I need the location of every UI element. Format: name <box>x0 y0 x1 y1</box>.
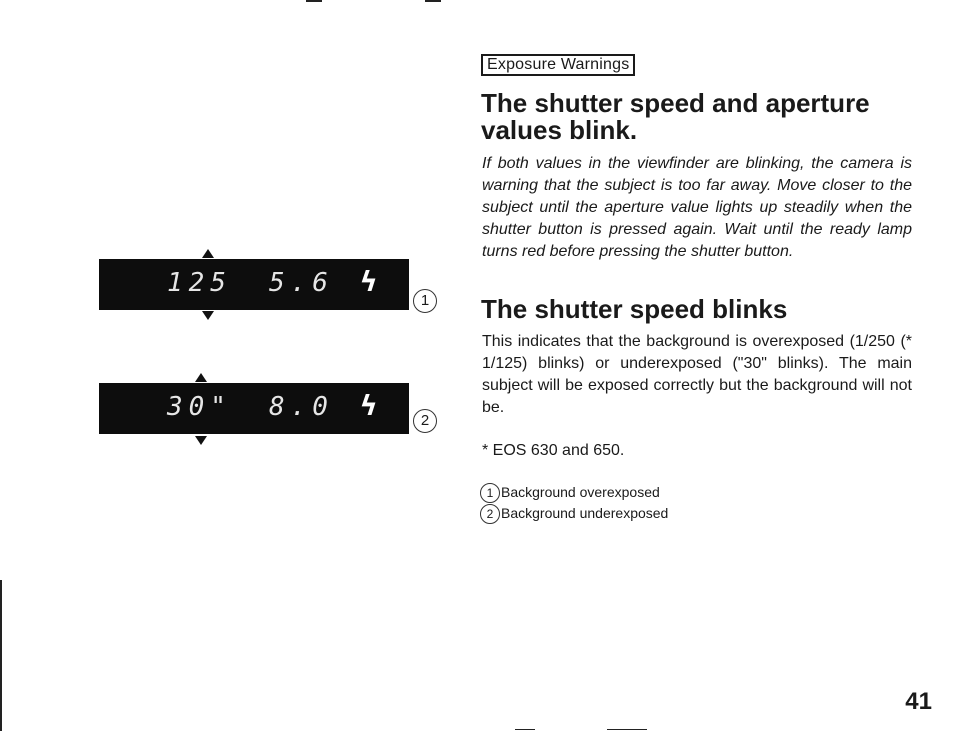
section-1-heading: The shutter speed and aperture values blink. <box>481 88 870 145</box>
display-2-up-arrow-icon <box>195 373 207 382</box>
viewfinder-display-1 <box>99 259 409 310</box>
display-2-aperture-value: 8.0 <box>269 392 334 422</box>
footnote: * EOS 630 and 650. <box>482 442 625 459</box>
page-number: 41 <box>905 688 932 715</box>
bottom-crop-mark-right <box>607 729 647 730</box>
display-1-down-arrow-icon <box>202 311 214 320</box>
display-1-shutter-value: 125 <box>167 268 232 298</box>
section-2-body: This indicates that the background is overexposed (1/250 (* 1/125) blinks) or underexposed ("30" blinks). The main subject will be exposed correctly but the background will not be. <box>482 333 912 416</box>
display-1-aperture-value: 5.6 <box>269 268 334 298</box>
display-2-down-arrow-icon <box>195 436 207 445</box>
legend-1-label: Background overexposed <box>501 484 660 500</box>
legend-2-number: 2 <box>480 504 500 524</box>
section-2-heading: The shutter speed blinks <box>481 294 788 324</box>
display-1-flash-icon: ϟ <box>360 265 377 298</box>
section-1-body: If both values in the viewfinder are blinking, the camera is warning that the subject is too far away. Move closer to the subject until the aperture value lights up steadily when the shutter button is pressed again. Wait until the ready lamp turns red before pressing the shutter button. <box>482 155 912 260</box>
legend-2-label: Background underexposed <box>501 505 669 521</box>
legend-item-2 <box>480 503 668 524</box>
left-edge-line <box>0 580 2 731</box>
viewfinder-display-2 <box>99 383 409 434</box>
display-1-callout: 1 <box>413 289 437 313</box>
bottom-crop-mark-left <box>515 729 535 730</box>
section-label: Exposure Warnings <box>481 54 635 76</box>
top-crop-mark-left <box>306 0 322 2</box>
display-2-shutter-value: 30" <box>167 392 232 422</box>
legend-item-1 <box>480 482 660 503</box>
display-1-up-arrow-icon <box>202 249 214 258</box>
display-2-callout: 2 <box>413 409 437 433</box>
display-2-flash-icon: ϟ <box>360 389 377 422</box>
legend-1-number: 1 <box>480 483 500 503</box>
top-crop-mark-right <box>425 0 441 2</box>
